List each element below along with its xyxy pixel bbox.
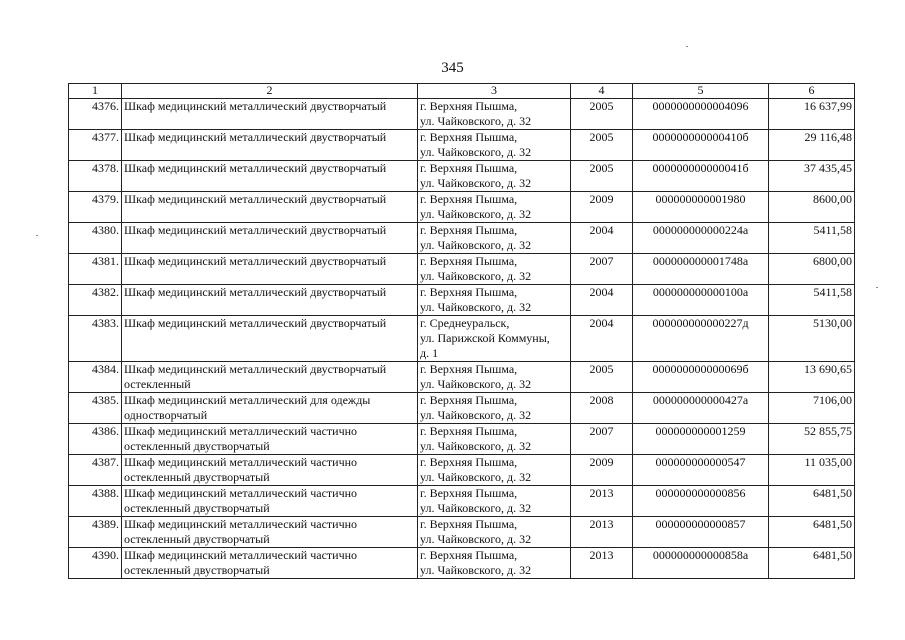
cell-inventory-number: 0000000000004096 bbox=[633, 99, 769, 130]
cell-year: 2005 bbox=[571, 362, 633, 393]
cell-cost: 5411,58 bbox=[769, 223, 855, 254]
cell-year: 2005 bbox=[571, 130, 633, 161]
cell-address-line: ул. Чайковского, д. 32 bbox=[420, 238, 532, 252]
header-col-3: 3 bbox=[418, 84, 571, 99]
cell-name-line: Шкаф медицинский металлический двустворчатый bbox=[124, 161, 387, 175]
cell-inventory-number: 000000000001259 bbox=[633, 424, 769, 455]
cell-inventory-number: 000000000000857 bbox=[633, 517, 769, 548]
cell-number: 4383. bbox=[69, 316, 122, 362]
cell-inventory-number: 000000000000227д bbox=[633, 316, 769, 362]
cell-name-line: Шкаф медицинский металлический двустворчатый bbox=[124, 362, 387, 376]
cell-name-line: Шкаф медицинский металлический двустворчатый bbox=[124, 254, 387, 268]
cell-number: 4378. bbox=[69, 161, 122, 192]
cell-address-line: г. Верхняя Пышма, bbox=[420, 362, 518, 376]
cell-year: 2004 bbox=[571, 285, 633, 316]
header-col-2: 2 bbox=[122, 84, 418, 99]
cell-address bbox=[418, 161, 571, 192]
cell-name-line: Шкаф медицинский металлический двустворчатый bbox=[124, 192, 387, 206]
table-row bbox=[69, 130, 855, 161]
cell-address bbox=[418, 455, 571, 486]
cell-number: 4388. bbox=[69, 486, 122, 517]
cell-address bbox=[418, 285, 571, 316]
cell-address bbox=[418, 517, 571, 548]
table-row bbox=[69, 517, 855, 548]
cell-address-line: г. Верхняя Пышма, bbox=[420, 486, 518, 500]
cell-year: 2004 bbox=[571, 223, 633, 254]
cell-address bbox=[418, 486, 571, 517]
cell-address-line: г. Верхняя Пышма, bbox=[420, 161, 518, 175]
cell-number: 4390. bbox=[69, 548, 122, 579]
cell-number: 4380. bbox=[69, 223, 122, 254]
cell-address-line: ул. Чайковского, д. 32 bbox=[420, 300, 532, 314]
cell-address-line: ул. Чайковского, д. 32 bbox=[420, 145, 532, 159]
cell-address-line: ул. Чайковского, д. 32 bbox=[420, 501, 532, 515]
cell-name-line: Шкаф медицинский металлический двустворчатый bbox=[124, 223, 387, 237]
cell-address bbox=[418, 254, 571, 285]
table-row bbox=[69, 285, 855, 316]
cell-year: 2009 bbox=[571, 192, 633, 223]
table-row bbox=[69, 161, 855, 192]
cell-cost: 52 855,75 bbox=[769, 424, 855, 455]
cell-inventory-number: 000000000000069б bbox=[633, 362, 769, 393]
cell-cost: 6481,50 bbox=[769, 517, 855, 548]
cell-name-line: Шкаф медицинский металлический частично bbox=[124, 548, 358, 562]
cell-name bbox=[122, 192, 418, 223]
cell-name-line: Шкаф медицинский металлический двустворчатый bbox=[124, 285, 387, 299]
cell-name bbox=[122, 99, 418, 130]
cell-name-line: Шкаф медицинский металлический двустворчатый bbox=[124, 130, 387, 144]
cell-name bbox=[122, 548, 418, 579]
cell-cost: 8600,00 bbox=[769, 192, 855, 223]
cell-number: 4389. bbox=[69, 517, 122, 548]
cell-name-line: остекленный bbox=[124, 377, 191, 391]
cell-address-line: ул. Парижской Коммуны, bbox=[420, 331, 550, 345]
cell-address-line: г. Верхняя Пышма, bbox=[420, 424, 518, 438]
cell-address bbox=[418, 548, 571, 579]
cell-name bbox=[122, 517, 418, 548]
cell-inventory-number: 000000000000041б bbox=[633, 161, 769, 192]
cell-address-line: ул. Чайковского, д. 32 bbox=[420, 377, 532, 391]
cell-name-line: остекленный двустворчатый bbox=[124, 563, 270, 577]
cell-name bbox=[122, 285, 418, 316]
cell-name-line: Шкаф медицинский металлический частично bbox=[124, 486, 358, 500]
cell-cost: 6481,50 bbox=[769, 548, 855, 579]
cell-name-line: остекленный двустворчатый bbox=[124, 470, 270, 484]
table-row bbox=[69, 424, 855, 455]
scan-speck bbox=[876, 287, 878, 288]
cell-number: 4377. bbox=[69, 130, 122, 161]
header-row bbox=[69, 84, 855, 99]
cell-inventory-number: 000000000000427а bbox=[633, 393, 769, 424]
cell-inventory-number: 000000000000410б bbox=[633, 130, 769, 161]
scan-speck bbox=[686, 46, 688, 47]
table-row bbox=[69, 362, 855, 393]
cell-address-line: ул. Чайковского, д. 32 bbox=[420, 269, 532, 283]
cell-name bbox=[122, 130, 418, 161]
cell-address bbox=[418, 99, 571, 130]
cell-name bbox=[122, 161, 418, 192]
cell-inventory-number: 000000000000547 bbox=[633, 455, 769, 486]
header-col-5: 5 bbox=[633, 84, 769, 99]
header-col-6: 6 bbox=[769, 84, 855, 99]
cell-address-line: ул. Чайковского, д. 32 bbox=[420, 470, 532, 484]
cell-number: 4387. bbox=[69, 455, 122, 486]
cell-address-line: г. Верхняя Пышма, bbox=[420, 223, 518, 237]
cell-name bbox=[122, 455, 418, 486]
cell-name-line: остекленный двустворчатый bbox=[124, 532, 270, 546]
cell-name bbox=[122, 254, 418, 285]
property-table bbox=[68, 83, 855, 579]
header-col-1: 1 bbox=[69, 84, 122, 99]
cell-number: 4385. bbox=[69, 393, 122, 424]
page-number: 345 bbox=[441, 60, 464, 76]
cell-address-line: д. 1 bbox=[420, 346, 439, 360]
cell-address-line: г. Верхняя Пышма, bbox=[420, 393, 518, 407]
cell-name-line: Шкаф медицинский металлический частично bbox=[124, 455, 358, 469]
cell-name-line: остекленный двустворчатый bbox=[124, 439, 270, 453]
cell-inventory-number: 000000000001980 bbox=[633, 192, 769, 223]
table-row bbox=[69, 254, 855, 285]
cell-name-line: остекленный двустворчатый bbox=[124, 501, 270, 515]
cell-cost: 13 690,65 bbox=[769, 362, 855, 393]
cell-cost: 11 035,00 bbox=[769, 455, 855, 486]
table-body bbox=[69, 99, 855, 579]
cell-cost: 16 637,99 bbox=[769, 99, 855, 130]
cell-name-line: одностворчатый bbox=[124, 408, 208, 422]
cell-address-line: г. Среднеуральск, bbox=[420, 316, 510, 330]
cell-year: 2013 bbox=[571, 517, 633, 548]
table-row bbox=[69, 316, 855, 362]
cell-address-line: ул. Чайковского, д. 32 bbox=[420, 207, 532, 221]
cell-cost: 6800,00 bbox=[769, 254, 855, 285]
cell-address-line: г. Верхняя Пышма, bbox=[420, 285, 518, 299]
cell-year: 2009 bbox=[571, 455, 633, 486]
cell-number: 4382. bbox=[69, 285, 122, 316]
table-row bbox=[69, 486, 855, 517]
cell-year: 2005 bbox=[571, 161, 633, 192]
cell-year: 2013 bbox=[571, 548, 633, 579]
cell-year: 2013 bbox=[571, 486, 633, 517]
cell-address-line: ул. Чайковского, д. 32 bbox=[420, 114, 532, 128]
cell-year: 2007 bbox=[571, 254, 633, 285]
cell-address-line: ул. Чайковского, д. 32 bbox=[420, 176, 532, 190]
cell-name bbox=[122, 486, 418, 517]
cell-name bbox=[122, 424, 418, 455]
cell-address bbox=[418, 316, 571, 362]
cell-address bbox=[418, 362, 571, 393]
table-row bbox=[69, 455, 855, 486]
cell-number: 4386. bbox=[69, 424, 122, 455]
cell-address-line: ул. Чайковского, д. 32 bbox=[420, 532, 532, 546]
cell-name-line: Шкаф медицинский металлический двустворчатый bbox=[124, 316, 387, 330]
cell-cost: 7106,00 bbox=[769, 393, 855, 424]
scan-speck bbox=[36, 235, 38, 236]
table-row bbox=[69, 548, 855, 579]
cell-name bbox=[122, 393, 418, 424]
cell-inventory-number: 000000000000100а bbox=[633, 285, 769, 316]
cell-number: 4384. bbox=[69, 362, 122, 393]
cell-number: 4376. bbox=[69, 99, 122, 130]
cell-year: 2005 bbox=[571, 99, 633, 130]
cell-address bbox=[418, 130, 571, 161]
table-row bbox=[69, 393, 855, 424]
cell-cost: 5411,58 bbox=[769, 285, 855, 316]
table-row bbox=[69, 99, 855, 130]
cell-name-line: Шкаф медицинский металлический частично bbox=[124, 517, 358, 531]
cell-address-line: ул. Чайковского, д. 32 bbox=[420, 563, 532, 577]
cell-address bbox=[418, 223, 571, 254]
cell-number: 4381. bbox=[69, 254, 122, 285]
cell-address bbox=[418, 424, 571, 455]
table-row bbox=[69, 192, 855, 223]
cell-name-line: Шкаф медицинский металлический двустворчатый bbox=[124, 99, 387, 113]
cell-name bbox=[122, 362, 418, 393]
cell-address-line: г. Верхняя Пышма, bbox=[420, 254, 518, 268]
cell-cost: 5130,00 bbox=[769, 316, 855, 362]
table-row bbox=[69, 223, 855, 254]
cell-address-line: г. Верхняя Пышма, bbox=[420, 130, 518, 144]
cell-address-line: ул. Чайковского, д. 32 bbox=[420, 439, 532, 453]
cell-address-line: г. Верхняя Пышма, bbox=[420, 192, 518, 206]
cell-inventory-number: 000000000000858а bbox=[633, 548, 769, 579]
cell-address-line: г. Верхняя Пышма, bbox=[420, 99, 518, 113]
cell-address-line: г. Верхняя Пышма, bbox=[420, 517, 518, 531]
cell-address bbox=[418, 393, 571, 424]
cell-cost: 37 435,45 bbox=[769, 161, 855, 192]
cell-address-line: ул. Чайковского, д. 32 bbox=[420, 408, 532, 422]
cell-inventory-number: 000000000000856 bbox=[633, 486, 769, 517]
cell-name-line: Шкаф медицинский металлический частично bbox=[124, 424, 358, 438]
cell-inventory-number: 000000000001748а bbox=[633, 254, 769, 285]
cell-cost: 6481,50 bbox=[769, 486, 855, 517]
cell-name bbox=[122, 316, 418, 362]
cell-name bbox=[122, 223, 418, 254]
cell-cost: 29 116,48 bbox=[769, 130, 855, 161]
cell-number: 4379. bbox=[69, 192, 122, 223]
cell-address bbox=[418, 192, 571, 223]
cell-address-line: г. Верхняя Пышма, bbox=[420, 455, 518, 469]
cell-inventory-number: 000000000000224а bbox=[633, 223, 769, 254]
cell-year: 2008 bbox=[571, 393, 633, 424]
cell-year: 2004 bbox=[571, 316, 633, 362]
header-col-4: 4 bbox=[571, 84, 633, 99]
cell-year: 2007 bbox=[571, 424, 633, 455]
cell-address-line: г. Верхняя Пышма, bbox=[420, 548, 518, 562]
cell-name-line: Шкаф медицинский металлический для одежды bbox=[124, 393, 371, 407]
